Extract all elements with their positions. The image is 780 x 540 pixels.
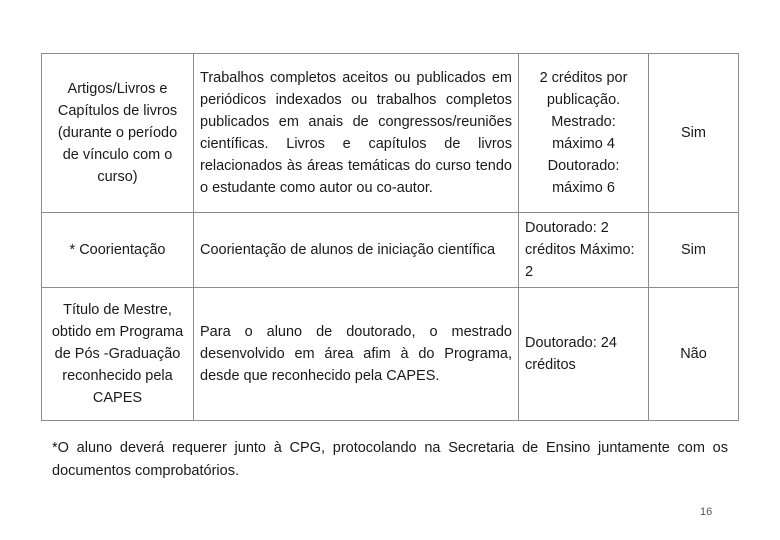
table-row [42,213,739,288]
credits-table [41,53,739,421]
applies-cell: Não [649,288,739,421]
credits-cell: Doutorado: 2 créditos Máximo: 2 [519,213,649,288]
description-cell: Coorientação de alunos de iniciação científica [194,213,519,288]
page-number: 16 [700,506,713,518]
footnote: *O aluno deverá requerer junto à CPG, protocolando na Secretaria de Ensino juntamente com os documentos comprobatórios. [52,440,728,479]
credits-cell: 2 créditos por publicação. Mestrado: máximo 4 Doutorado: máximo 6 [519,54,649,213]
credits-cell: Doutorado: 24 créditos [519,288,649,421]
applies-cell: Sim [649,213,739,288]
description-cell: Para o aluno de doutorado, o mestrado desenvolvido em área afim à do Programa, desde que reconhecido pela CAPES. [194,288,519,421]
table-row [42,54,739,213]
category-cell: Título de Mestre, obtido em Programa de Pós -Graduação reconhecido pela CAPES [42,288,194,421]
category-cell: Artigos/Livros e Capítulos de livros (durante o período de vínculo com o curso) [42,54,194,213]
applies-cell: Sim [649,54,739,213]
table-row [42,288,739,421]
category-cell: * Coorientação [42,213,194,288]
description-cell: Trabalhos completos aceitos ou publicados em periódicos indexados ou trabalhos completos publicados em anais de congressos/reuniões científicas. Livros e capítulos de livros relacionados às áreas temáticas do curso tendo o estudante como autor ou co-autor. [194,54,519,213]
